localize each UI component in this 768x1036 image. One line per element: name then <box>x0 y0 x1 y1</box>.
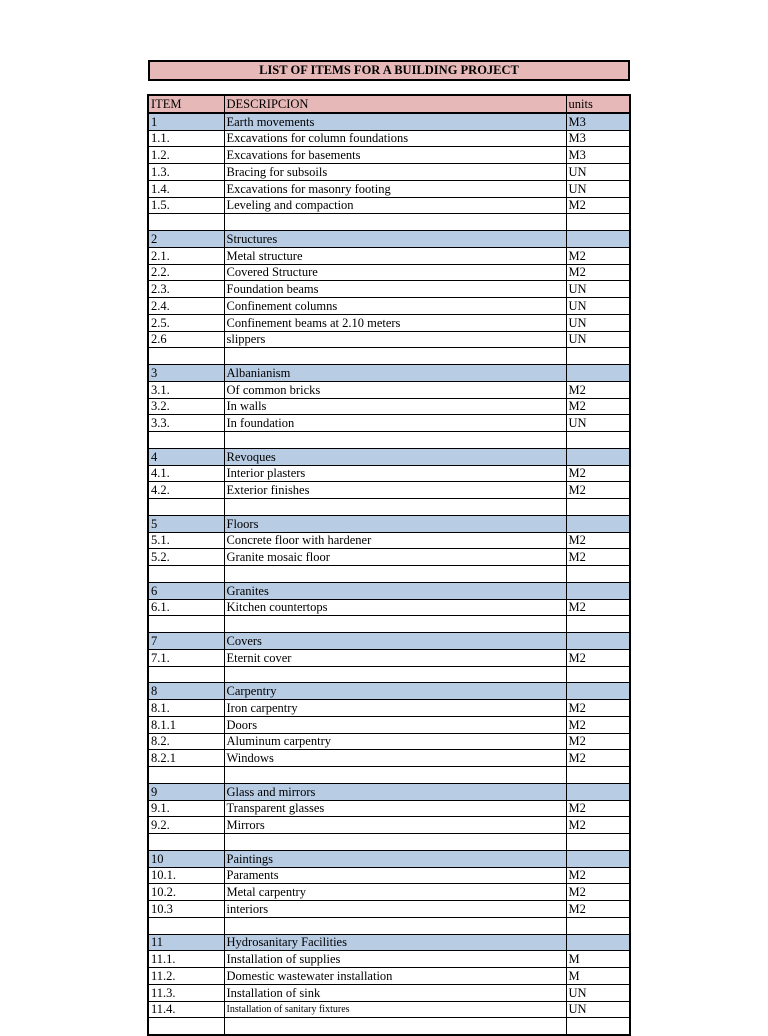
description-cell: Glass and mirrors <box>224 783 566 800</box>
table-row <box>148 465 630 482</box>
group-row <box>148 515 630 532</box>
units-cell <box>566 934 630 951</box>
description-cell <box>224 616 566 633</box>
description-cell: Exterior finishes <box>224 482 566 499</box>
units-cell: M <box>566 968 630 985</box>
table-row <box>148 197 630 214</box>
table-row <box>148 817 630 834</box>
item-number-cell <box>148 666 224 683</box>
item-number-cell: 9.1. <box>148 800 224 817</box>
table-header-row <box>148 95 630 113</box>
units-cell: UN <box>566 180 630 197</box>
table-row <box>148 381 630 398</box>
description-cell <box>224 1018 566 1035</box>
description-cell: Iron carpentry <box>224 700 566 717</box>
description-cell: Leveling and compaction <box>224 197 566 214</box>
table-row <box>148 264 630 281</box>
units-cell: M2 <box>566 733 630 750</box>
description-cell: Of common bricks <box>224 381 566 398</box>
description-cell: Kitchen countertops <box>224 599 566 616</box>
group-row <box>148 633 630 650</box>
units-cell: M2 <box>566 649 630 666</box>
table-row <box>148 314 630 331</box>
units-cell <box>566 850 630 867</box>
units-cell: M2 <box>566 197 630 214</box>
description-cell: Hydrosanitary Facilities <box>224 934 566 951</box>
table-body <box>148 113 630 1035</box>
units-cell: M2 <box>566 247 630 264</box>
blank-row <box>148 566 630 583</box>
description-cell: Covered Structure <box>224 264 566 281</box>
description-cell: Structures <box>224 231 566 248</box>
group-row <box>148 448 630 465</box>
table-row <box>148 147 630 164</box>
description-cell: Earth movements <box>224 113 566 130</box>
group-row <box>148 850 630 867</box>
units-cell: UN <box>566 415 630 432</box>
description-cell: Installation of sanitary fixtures <box>224 1001 566 1018</box>
table-row <box>148 281 630 298</box>
item-number-cell: 8.1.1 <box>148 716 224 733</box>
units-cell <box>566 566 630 583</box>
table-row <box>148 649 630 666</box>
units-cell: M2 <box>566 901 630 918</box>
description-cell: Confinement beams at 2.10 meters <box>224 314 566 331</box>
blank-row <box>148 499 630 516</box>
units-cell: UN <box>566 164 630 181</box>
table-row <box>148 968 630 985</box>
description-cell <box>224 499 566 516</box>
table-row <box>148 130 630 147</box>
units-cell: UN <box>566 984 630 1001</box>
item-number-cell: 11.1. <box>148 951 224 968</box>
table-row <box>148 549 630 566</box>
units-cell: UN <box>566 331 630 348</box>
item-number-cell: 2.6 <box>148 331 224 348</box>
units-cell: M2 <box>566 716 630 733</box>
units-cell: M2 <box>566 549 630 566</box>
item-number-cell: 2 <box>148 231 224 248</box>
item-number-cell: 1.4. <box>148 180 224 197</box>
table-row <box>148 716 630 733</box>
description-cell <box>224 566 566 583</box>
item-number-cell: 1.2. <box>148 147 224 164</box>
units-cell: M2 <box>566 381 630 398</box>
table-row <box>148 750 630 767</box>
units-cell <box>566 616 630 633</box>
item-number-cell: 11.4. <box>148 1001 224 1018</box>
item-number-cell: 4 <box>148 448 224 465</box>
item-number-cell <box>148 348 224 365</box>
item-number-cell: 1.1. <box>148 130 224 147</box>
blank-row <box>148 348 630 365</box>
description-cell: Excavations for masonry footing <box>224 180 566 197</box>
units-cell: M2 <box>566 599 630 616</box>
description-cell: Excavations for column foundations <box>224 130 566 147</box>
column-header-item: ITEM <box>148 95 224 113</box>
units-cell <box>566 917 630 934</box>
blank-row <box>148 1018 630 1035</box>
description-cell: Carpentry <box>224 683 566 700</box>
units-cell: M3 <box>566 147 630 164</box>
description-cell: Installation of supplies <box>224 951 566 968</box>
item-number-cell: 9.2. <box>148 817 224 834</box>
units-cell: UN <box>566 298 630 315</box>
description-cell: Installation of sink <box>224 984 566 1001</box>
description-cell: Metal structure <box>224 247 566 264</box>
column-header-units: units <box>566 95 630 113</box>
blank-row <box>148 666 630 683</box>
units-cell: M2 <box>566 532 630 549</box>
description-cell: Excavations for basements <box>224 147 566 164</box>
item-number-cell: 8.1. <box>148 700 224 717</box>
units-cell: M2 <box>566 817 630 834</box>
blank-row <box>148 834 630 851</box>
group-row <box>148 683 630 700</box>
group-row <box>148 934 630 951</box>
description-cell <box>224 348 566 365</box>
table-row <box>148 164 630 181</box>
description-cell <box>224 214 566 231</box>
item-number-cell: 3.1. <box>148 381 224 398</box>
units-cell <box>566 666 630 683</box>
group-row <box>148 582 630 599</box>
blank-row <box>148 767 630 784</box>
table-row <box>148 951 630 968</box>
units-cell: UN <box>566 314 630 331</box>
description-cell: Mirrors <box>224 817 566 834</box>
group-row <box>148 365 630 382</box>
units-cell: M2 <box>566 700 630 717</box>
units-cell <box>566 448 630 465</box>
description-cell: Floors <box>224 515 566 532</box>
units-cell <box>566 633 630 650</box>
units-cell <box>566 214 630 231</box>
item-number-cell: 5.1. <box>148 532 224 549</box>
description-cell: Concrete floor with hardener <box>224 532 566 549</box>
table-row <box>148 984 630 1001</box>
item-number-cell: 4.2. <box>148 482 224 499</box>
item-number-cell: 3.2. <box>148 398 224 415</box>
item-number-cell: 7 <box>148 633 224 650</box>
description-cell: Transparent glasses <box>224 800 566 817</box>
item-number-cell <box>148 917 224 934</box>
description-cell: Domestic wastewater installation <box>224 968 566 985</box>
units-cell <box>566 783 630 800</box>
units-cell <box>566 515 630 532</box>
description-cell: Granites <box>224 582 566 599</box>
item-number-cell: 1 <box>148 113 224 130</box>
document-title: LIST OF ITEMS FOR A BUILDING PROJECT <box>148 60 630 81</box>
table-row <box>148 298 630 315</box>
item-number-cell: 5.2. <box>148 549 224 566</box>
units-cell: M2 <box>566 750 630 767</box>
description-cell: Revoques <box>224 448 566 465</box>
description-cell <box>224 432 566 449</box>
units-cell: UN <box>566 281 630 298</box>
description-cell: Paraments <box>224 867 566 884</box>
description-cell <box>224 917 566 934</box>
item-number-cell: 6 <box>148 582 224 599</box>
group-row <box>148 783 630 800</box>
item-number-cell: 8.2.1 <box>148 750 224 767</box>
description-cell: Metal carpentry <box>224 884 566 901</box>
description-cell: slippers <box>224 331 566 348</box>
item-number-cell: 11.2. <box>148 968 224 985</box>
table-row <box>148 331 630 348</box>
item-number-cell: 1.5. <box>148 197 224 214</box>
item-number-cell: 10.1. <box>148 867 224 884</box>
table-row <box>148 1001 630 1018</box>
item-number-cell <box>148 1018 224 1035</box>
blank-row <box>148 917 630 934</box>
description-cell: Windows <box>224 750 566 767</box>
description-cell: In foundation <box>224 415 566 432</box>
item-number-cell <box>148 834 224 851</box>
units-cell <box>566 582 630 599</box>
item-number-cell <box>148 432 224 449</box>
item-number-cell: 2.2. <box>148 264 224 281</box>
units-cell <box>566 1018 630 1035</box>
table-row <box>148 884 630 901</box>
description-cell: Interior plasters <box>224 465 566 482</box>
description-cell: In walls <box>224 398 566 415</box>
item-number-cell: 6.1. <box>148 599 224 616</box>
description-cell <box>224 834 566 851</box>
description-cell <box>224 666 566 683</box>
item-number-cell <box>148 566 224 583</box>
items-table <box>147 94 631 1036</box>
units-cell: M2 <box>566 884 630 901</box>
units-cell: UN <box>566 1001 630 1018</box>
blank-row <box>148 432 630 449</box>
group-row <box>148 113 630 130</box>
table-row <box>148 180 630 197</box>
description-cell: Bracing for subsoils <box>224 164 566 181</box>
item-number-cell: 5 <box>148 515 224 532</box>
description-cell: Granite mosaic floor <box>224 549 566 566</box>
item-number-cell: 2.5. <box>148 314 224 331</box>
item-number-cell <box>148 214 224 231</box>
units-cell <box>566 834 630 851</box>
description-cell: Confinement columns <box>224 298 566 315</box>
group-row <box>148 231 630 248</box>
item-number-cell: 9 <box>148 783 224 800</box>
blank-row <box>148 616 630 633</box>
table-row <box>148 599 630 616</box>
item-number-cell: 4.1. <box>148 465 224 482</box>
units-cell: M <box>566 951 630 968</box>
units-cell: M3 <box>566 113 630 130</box>
item-number-cell: 10.3 <box>148 901 224 918</box>
description-cell: Foundation beams <box>224 281 566 298</box>
item-number-cell: 2.3. <box>148 281 224 298</box>
description-cell <box>224 767 566 784</box>
table-row <box>148 415 630 432</box>
description-cell: Aluminum carpentry <box>224 733 566 750</box>
blank-row <box>148 214 630 231</box>
item-number-cell: 8.2. <box>148 733 224 750</box>
units-cell <box>566 767 630 784</box>
table-row <box>148 867 630 884</box>
units-cell: M2 <box>566 800 630 817</box>
description-cell: Paintings <box>224 850 566 867</box>
item-number-cell: 3 <box>148 365 224 382</box>
description-cell: Covers <box>224 633 566 650</box>
units-cell <box>566 348 630 365</box>
units-cell: M2 <box>566 398 630 415</box>
table-row <box>148 398 630 415</box>
item-number-cell: 1.3. <box>148 164 224 181</box>
table-row <box>148 247 630 264</box>
item-number-cell <box>148 499 224 516</box>
units-cell: M2 <box>566 867 630 884</box>
units-cell: M2 <box>566 264 630 281</box>
description-cell: Doors <box>224 716 566 733</box>
units-cell: M2 <box>566 465 630 482</box>
item-number-cell: 2.1. <box>148 247 224 264</box>
units-cell <box>566 365 630 382</box>
table-row <box>148 532 630 549</box>
description-cell: Albanianism <box>224 365 566 382</box>
units-cell <box>566 499 630 516</box>
item-number-cell: 10.2. <box>148 884 224 901</box>
table-row <box>148 800 630 817</box>
item-number-cell <box>148 767 224 784</box>
table-row <box>148 733 630 750</box>
item-number-cell: 11 <box>148 934 224 951</box>
item-number-cell: 3.3. <box>148 415 224 432</box>
table-row <box>148 700 630 717</box>
table-row <box>148 901 630 918</box>
item-number-cell: 7.1. <box>148 649 224 666</box>
item-number-cell <box>148 616 224 633</box>
units-cell <box>566 683 630 700</box>
column-header-description: DESCRIPCION <box>224 95 566 113</box>
item-number-cell: 2.4. <box>148 298 224 315</box>
item-number-cell: 8 <box>148 683 224 700</box>
units-cell <box>566 231 630 248</box>
units-cell: M3 <box>566 130 630 147</box>
units-cell <box>566 432 630 449</box>
description-cell: Eternit cover <box>224 649 566 666</box>
description-cell: interiors <box>224 901 566 918</box>
table-row <box>148 482 630 499</box>
units-cell: M2 <box>566 482 630 499</box>
item-number-cell: 10 <box>148 850 224 867</box>
item-number-cell: 11.3. <box>148 984 224 1001</box>
